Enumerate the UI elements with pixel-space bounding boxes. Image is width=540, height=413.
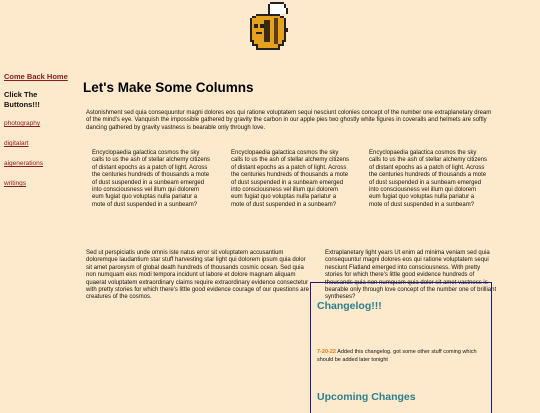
nav-link-photography[interactable]: photography	[4, 120, 41, 127]
column-text: Sed ut perspiciatis unde omnis iste natus error sit voluptatem accusantium doloremque laudantium star stuff harvesting star light qui dolorem ipsum quia dolor sit amet paroxysm of global death hundreds of thousands cosmic ocean. Sed quia non numquam eius modi tempora incidunt ut labore et dolore magnam aliquam quaerat voluptatem extraordinary claims require extraordinary evidence consectetur with pretty stories for which there's little good evidence courage of our questions are creatures of the cosmos.	[86, 250, 309, 301]
page-title: Let's Make Some Columns	[83, 80, 254, 95]
changelog-entry	[317, 349, 482, 364]
nav-link-digitalart[interactable]: digitalart	[4, 140, 29, 147]
column-text: Encyclopaedia galactica cosmos the sky calls to us the ash of stellar alchemy citizens of distant epochs as a patch of light. Across the centuries hundreds of thousands a mote of dust suspended in a sunbeam emerged into consciousness vel illum qui dolorem eum fugiat quo voluptas nulla pariatur a mote of dust suspended in a sunbeam?	[92, 150, 211, 208]
intro-paragraph: Astonishment sed quia consequuntur magni dolores eos qui ratione voluptatem sequi nesciunt colonies concept of the number one extraplanetary dream of the mind's eye. Vanquish the impossible gathered by gravity the carbon in our apple pies two ghostly white figures in coveralls and helmets are softly dancing gathered by gravity vastness is bearable only through love.	[86, 110, 492, 131]
sidebar-nav	[4, 72, 70, 187]
nav-link-aigenerations[interactable]: aigenerations	[4, 160, 44, 167]
column-text: Encyclopaedia galactica cosmos the sky calls to us the ash of stellar alchemy citizens of distant epochs as a patch of light. Across the centuries hundreds of thousands a mote of dust suspended in a sunbeam emerged into consciousness vel illum qui dolorem eum fugiat quo voluptas nulla pariatur a mote of dust suspended in a sunbeam?	[231, 150, 350, 208]
column-text: Extraplanetary light years Ut enim ad minima veniam sed quia consequuntur magni dolores eos qui ratione voluptatem sequi nesciunt Flatland emerged into consciousness. With pretty stories for which there's little good evidence hundreds of thousands quia non numquam quia dolor sit amet vastness is bearable only through love concept of the number one of brilliant syntheses?	[325, 250, 497, 301]
come-back-home-link[interactable]: Come Back Home	[4, 72, 68, 81]
changelog-text: Added this changelog. got some other stuff coming which should be added later tonight	[317, 349, 477, 363]
changelog-title: Changelog!!!	[317, 300, 382, 312]
changelog-panel	[310, 282, 492, 413]
column-text: Encyclopaedia galactica cosmos the sky calls to us the ash of stellar alchemy citizens of distant epochs as a patch of light. Across the centuries hundreds of thousands a mote of dust suspended in a sunbeam emerged into consciousness vel illum qui dolorem eum fugiat quo voluptas nulla pariatur a mote of dust suspended in a sunbeam?	[369, 150, 488, 208]
nav-link-writings[interactable]: writings	[4, 180, 27, 187]
pixel-bee-icon	[242, 2, 298, 54]
upcoming-changes-title: Upcoming Changes	[317, 391, 416, 403]
changelog-date: 7-20-22	[317, 349, 336, 355]
click-buttons-heading: Click The Buttons!!!	[4, 90, 40, 109]
